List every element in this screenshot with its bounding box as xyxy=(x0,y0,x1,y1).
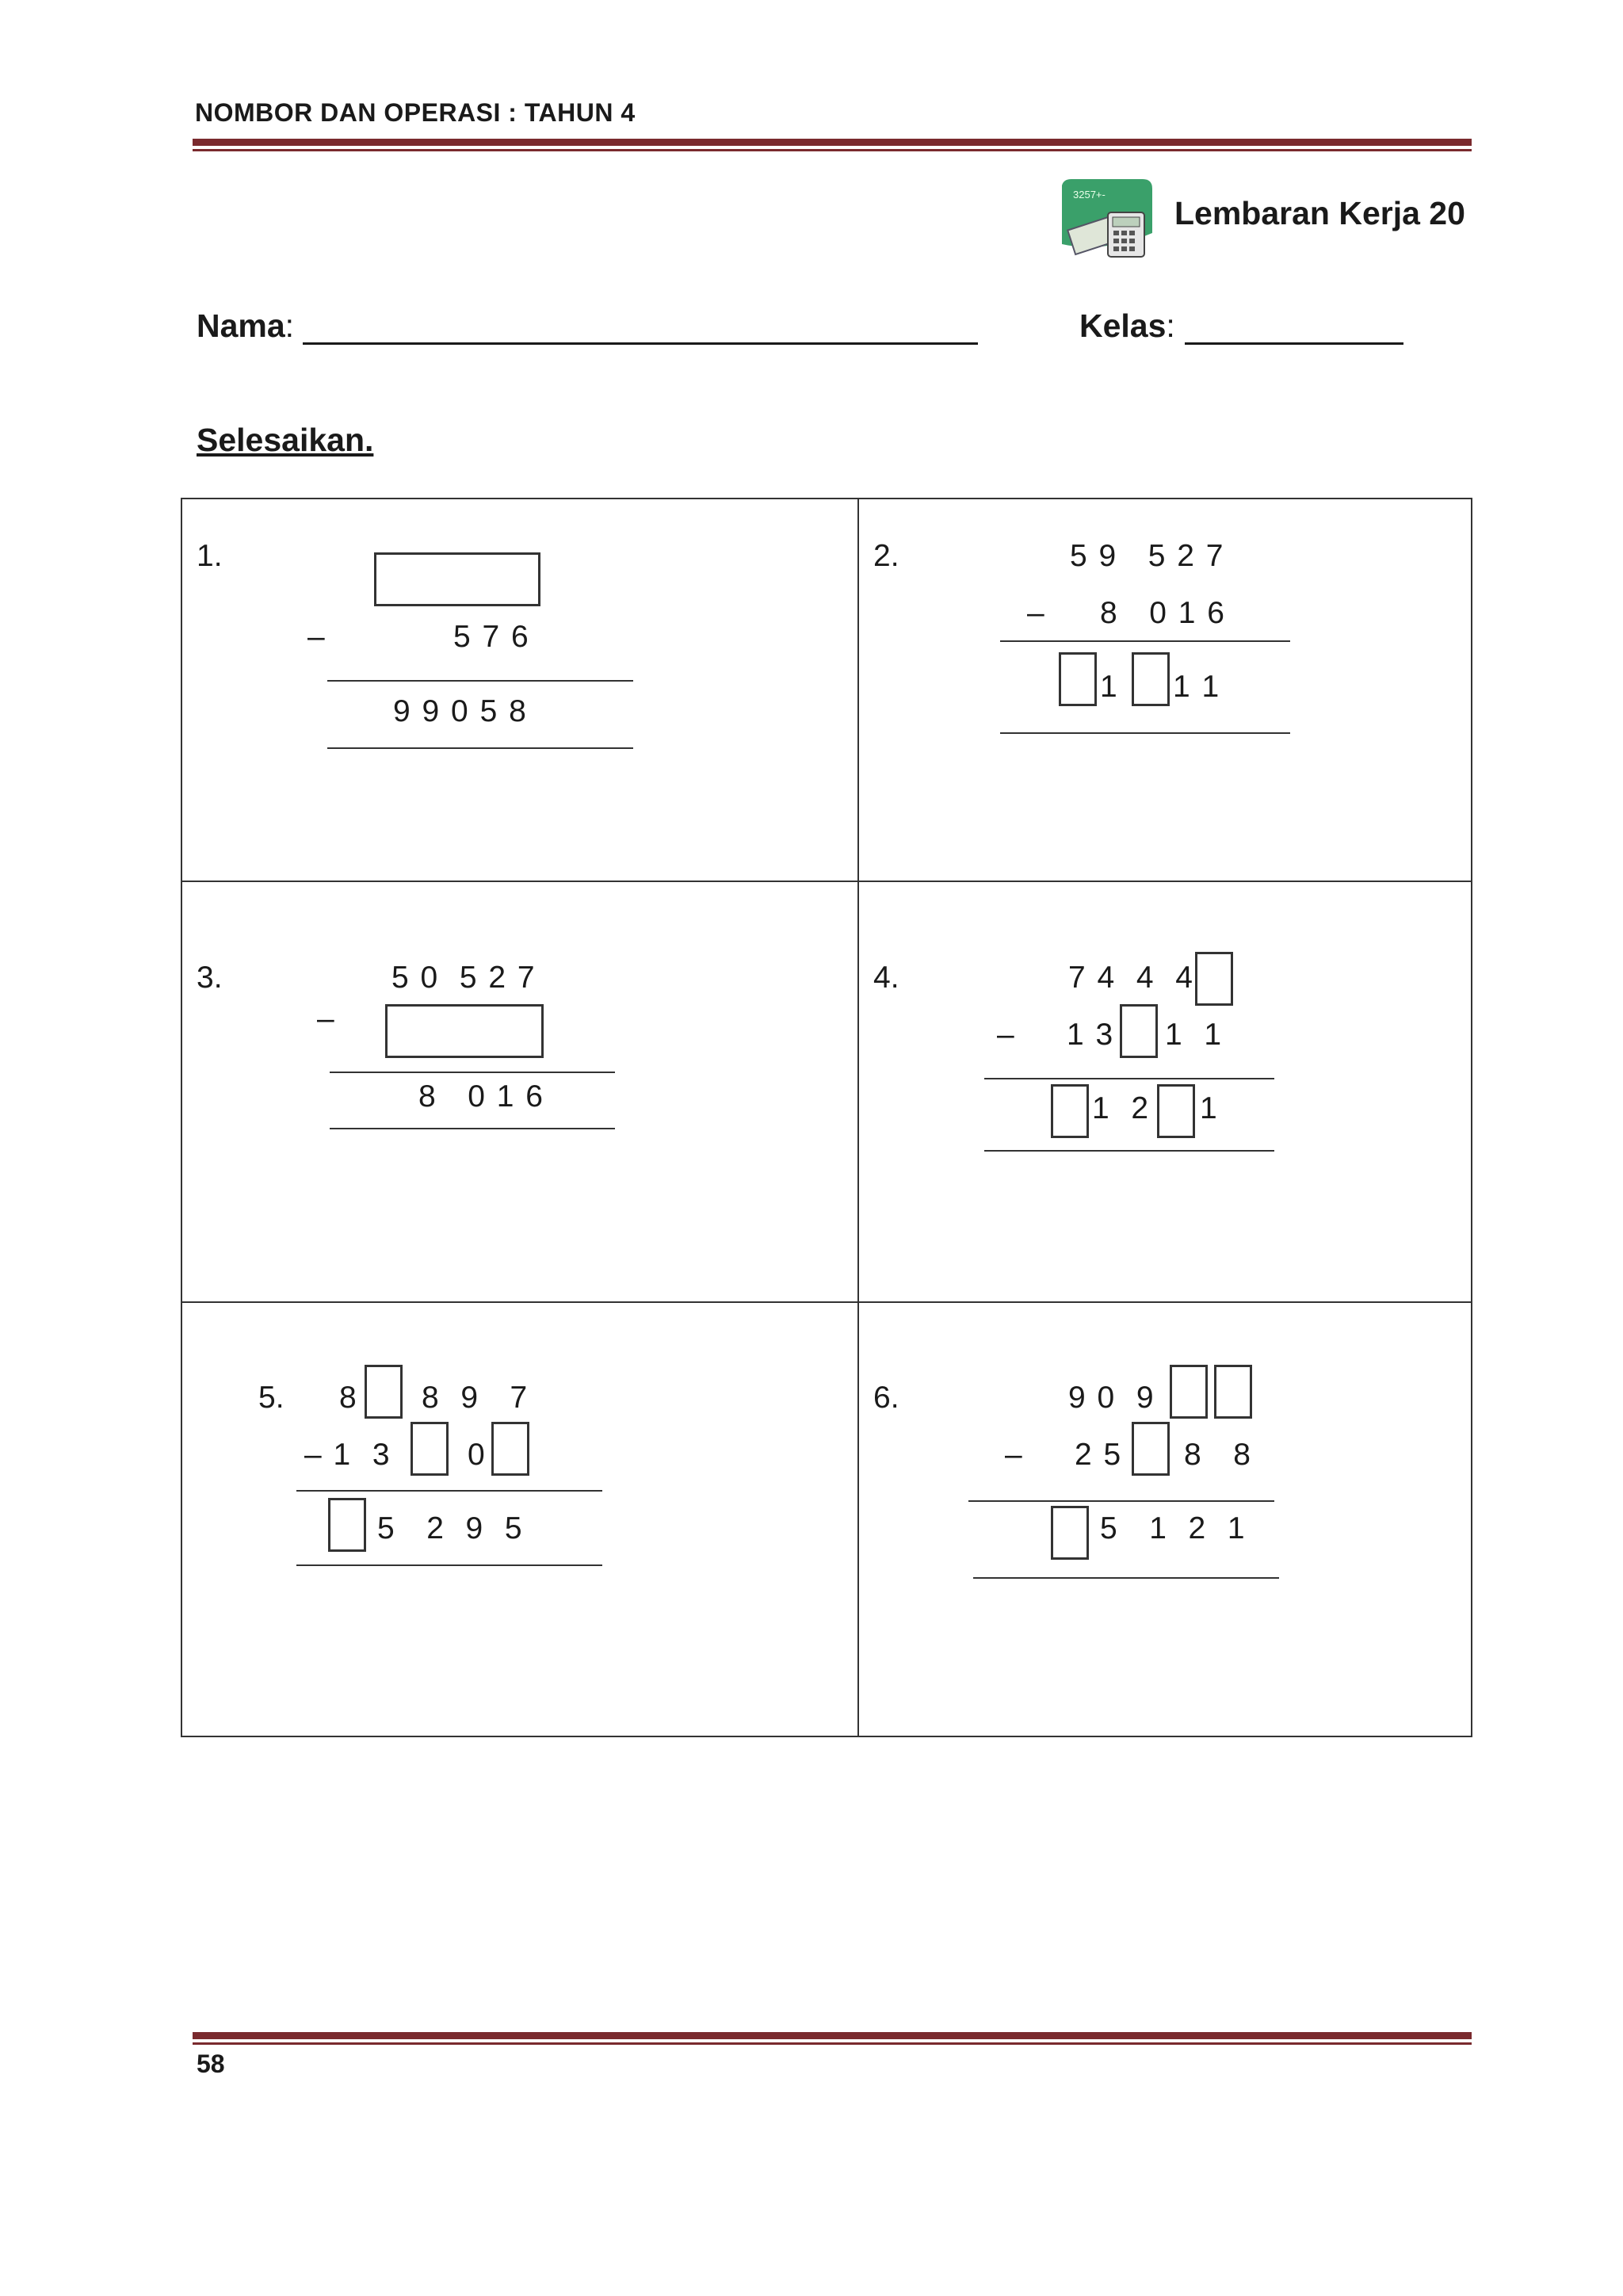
problem-4-result-a: 1 2 xyxy=(1092,1091,1151,1125)
name-label: Nama xyxy=(197,308,285,344)
problem-5-minuend-a: 8 xyxy=(339,1381,358,1415)
name-colon: : xyxy=(285,308,295,344)
problem-2-number: 2. xyxy=(873,539,899,573)
problem-4-minus: – xyxy=(997,1018,1016,1052)
name-label-group xyxy=(197,308,294,345)
problem-1-line-bottom xyxy=(327,747,633,749)
problem-grid xyxy=(181,498,1472,1737)
problem-6-line-top xyxy=(968,1500,1274,1502)
problem-5-subtrahend-b: 0 xyxy=(468,1438,487,1472)
problem-4-answer-box-1[interactable] xyxy=(1195,952,1233,1006)
header-rule-thin xyxy=(193,149,1472,151)
problem-3-result: 8 0 1 6 xyxy=(418,1079,544,1114)
problem-3-line-top xyxy=(330,1072,615,1073)
problem-6-minus: – xyxy=(1005,1438,1024,1472)
problem-2-answer-box-2[interactable] xyxy=(1132,652,1170,706)
grid-divider-row1 xyxy=(181,881,1471,882)
problem-6-answer-box-1[interactable] xyxy=(1170,1365,1208,1419)
class-colon: : xyxy=(1166,308,1175,344)
name-field[interactable] xyxy=(303,306,978,345)
problem-2-minus: – xyxy=(1027,596,1046,630)
problem-5-answer-box-2[interactable] xyxy=(411,1422,449,1476)
problem-5-line-top xyxy=(296,1490,602,1492)
problem-3-number: 3. xyxy=(197,961,223,995)
header-rule-thick xyxy=(193,139,1472,146)
grid-divider-vertical xyxy=(857,498,859,1736)
problem-6-minuend: 9 0 9 xyxy=(1068,1381,1155,1415)
worksheet-title: Lembaran Kerja 20 xyxy=(1174,195,1465,231)
class-field[interactable] xyxy=(1185,306,1403,345)
class-label-group xyxy=(1079,308,1175,345)
problem-2-subtrahend: 8 0 1 6 xyxy=(1100,596,1226,630)
problem-4-answer-box-3[interactable] xyxy=(1051,1084,1089,1138)
problem-5-subtrahend-a: – 1 3 xyxy=(304,1438,391,1472)
problem-5-answer-box-4[interactable] xyxy=(328,1498,366,1552)
problem-3-line-bottom xyxy=(330,1128,615,1129)
problem-5-answer-box-3[interactable] xyxy=(491,1422,529,1476)
problem-3-answer-box[interactable] xyxy=(385,1004,544,1058)
page-header-title: NOMBOR DAN OPERASI : TAHUN 4 xyxy=(195,98,636,127)
problem-2-result-b: 1 1 xyxy=(1173,670,1221,704)
problem-1-subtrahend: 5 7 6 xyxy=(453,620,530,654)
page-number: 58 xyxy=(197,2050,225,2078)
problem-4-number: 4. xyxy=(873,961,899,995)
grid-divider-row2 xyxy=(181,1301,1471,1303)
problem-6-subtrahend-a: 2 5 xyxy=(1075,1438,1123,1472)
instruction-text: Selesaikan. xyxy=(197,422,374,458)
problem-4-answer-box-4[interactable] xyxy=(1157,1084,1195,1138)
problem-6-answer-box-3[interactable] xyxy=(1132,1422,1170,1476)
problem-5-answer-box-1[interactable] xyxy=(365,1365,403,1419)
problem-5-result: 5 2 9 5 xyxy=(377,1511,524,1545)
footer-rule-thick xyxy=(193,2032,1472,2039)
problem-4-subtrahend-b: 1 1 xyxy=(1165,1018,1224,1052)
math-calculator-icon xyxy=(1056,178,1157,265)
problem-5-minuend-b: 8 9 7 xyxy=(422,1381,529,1415)
problem-6-subtrahend-b: 8 8 xyxy=(1184,1438,1252,1472)
problem-2-line-top xyxy=(1000,640,1290,642)
problem-4-line-bottom xyxy=(984,1150,1274,1152)
problem-1-answer-box[interactable] xyxy=(374,552,540,606)
problem-6-number: 6. xyxy=(873,1381,899,1415)
problem-6-line-bottom xyxy=(973,1577,1279,1579)
logo-text: 3257+- xyxy=(1073,189,1106,201)
problem-6-answer-box-2[interactable] xyxy=(1214,1365,1252,1419)
problem-4-subtrahend-a: 1 3 xyxy=(1067,1018,1115,1052)
problem-6-result: 5 1 2 1 xyxy=(1100,1511,1247,1545)
problem-1-number: 1. xyxy=(197,539,223,573)
problem-1-line-top xyxy=(327,680,633,682)
problem-2-result-a: 1 xyxy=(1100,670,1119,704)
problem-2-line-bottom xyxy=(1000,732,1290,734)
problem-4-line-top xyxy=(984,1078,1274,1079)
footer-rule-thin xyxy=(193,2042,1472,2045)
problem-1-result: 9 9 0 5 8 xyxy=(393,694,528,728)
problem-5-line-bottom xyxy=(296,1564,602,1566)
problem-2-answer-box-1[interactable] xyxy=(1059,652,1097,706)
problem-6-answer-box-4[interactable] xyxy=(1051,1506,1089,1560)
problem-2-minuend: 5 9 5 2 7 xyxy=(1070,539,1225,573)
class-label: Kelas xyxy=(1079,308,1167,344)
problem-3-minuend: 5 0 5 2 7 xyxy=(391,961,537,995)
problem-5-number: 5. xyxy=(258,1381,285,1415)
problem-4-answer-box-2[interactable] xyxy=(1120,1004,1158,1058)
problem-4-minuend: 7 4 4 4 xyxy=(1068,961,1194,995)
problem-1-minus: – xyxy=(307,620,327,654)
problem-3-minus: – xyxy=(317,1002,336,1036)
problem-4-result-b: 1 xyxy=(1200,1091,1219,1125)
